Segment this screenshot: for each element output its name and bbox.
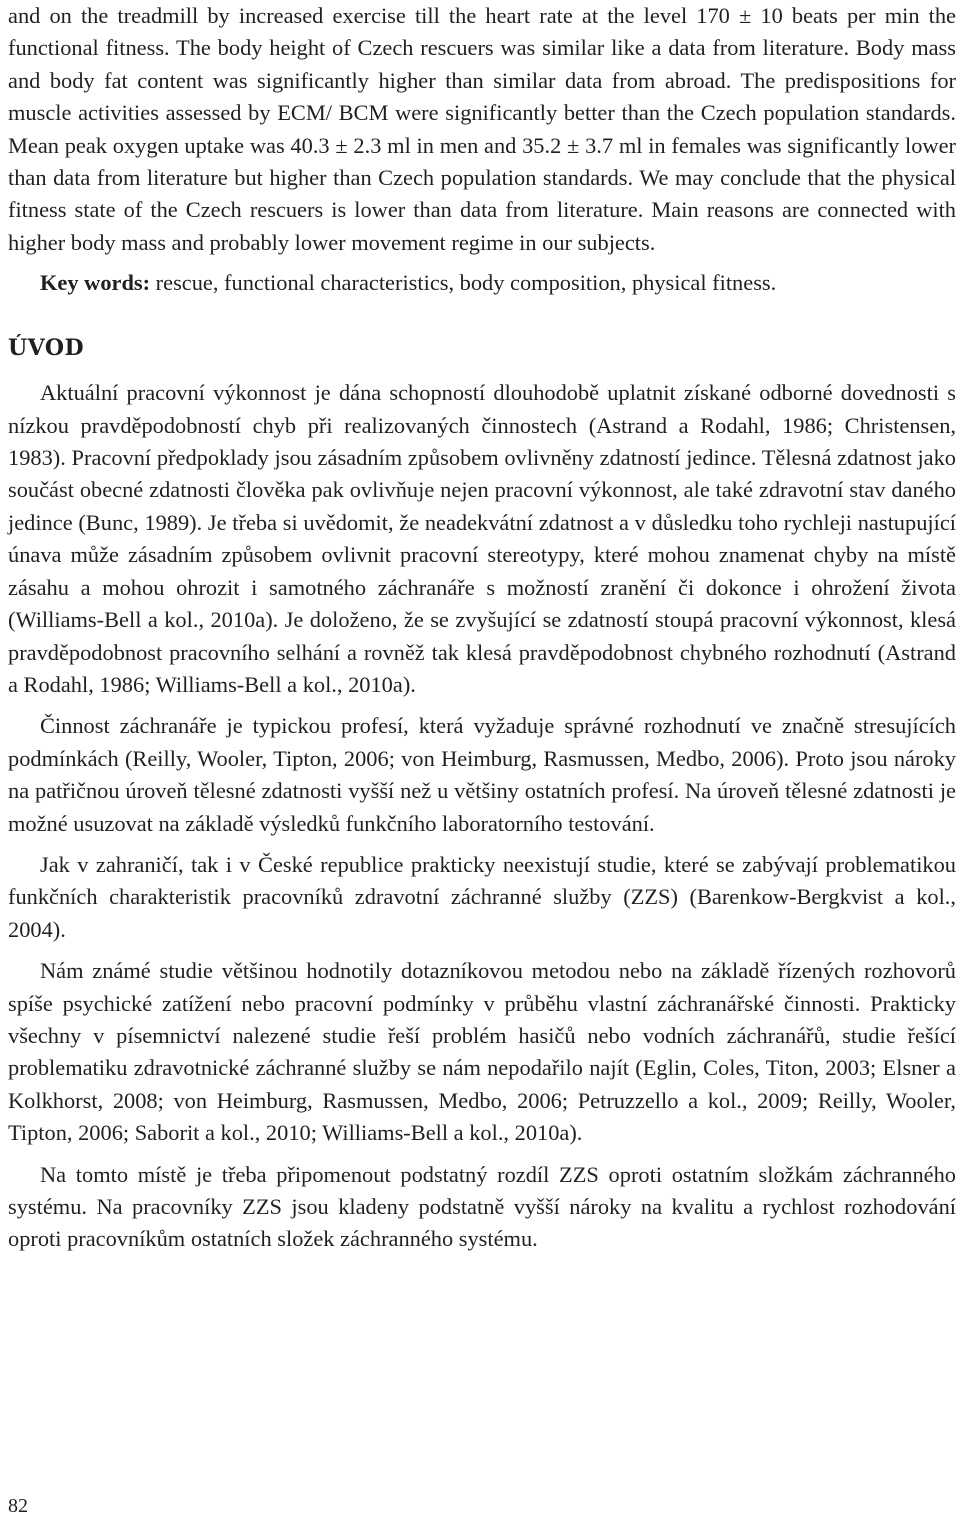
keywords-label: Key words:	[40, 270, 151, 296]
keywords-text: rescue, functional characteristics, body composition, physical fitness.	[150, 270, 777, 296]
page-number: 82	[8, 1495, 28, 1517]
abstract-text: and on the treadmill by increased exercise till the heart rate at the level 170 ± 10 beats per min the functional fitness. The body height of Czech rescuers was similar like a data from literature. Body mass and body fat content was significantly higher than similar data from abroad. The predispositions for muscle activities assessed by ECM/ BCM were significantly better than the Czech population standards. Mean peak oxygen uptake was 40.3 ± 2.3 ml in men and 35.2 ± 3.7 ml in females was significantly lower than data from literature but higher than Czech population standards. We may conclude that the physical fitness state of the Czech rescuers is lower than data from literature. Main reasons are connected with higher body mass and probably lower movement regime in our subjects.	[8, 3, 956, 255]
section-heading-uvod: ÚVOD	[8, 335, 85, 362]
paragraph-3: Jak v zahraničí, tak i v České republice prakticky neexistují studie, které se zabývají problematikou funkčních charakteristik pracovníků zdravotní záchranné služby (ZZS) (Barenkow-Bergkvist a kol., 2004).	[8, 851, 956, 942]
paragraph-2: Činnost záchranáře je typickou profesí, která vyžaduje správné rozhodnutí ve značně stresujících podmínkách (Reilly, Wooler, Tipton, 2006; von Heimburg, Rasmussen, Medbo, 2006). Proto jsou nároky na patřičnou úroveň tělesné zdatnosti vyšší než u většiny ostatních profesí. Na úroveň tělesné zdatnosti je možné usuzovat na základě výsledků funkčního laboratorního testování.	[8, 713, 956, 836]
paragraph-5: Na tomto místě je třeba připomenout podstatný rozdíl ZZS oproti ostatním složkám záchranného systému. Na pracovníky ZZS jsou kladeny podstatně vyšší nároky na kvalitu a rychlost rozhodování oproti pracovníkům ostatních složek záchranného systému.	[8, 1161, 956, 1252]
page-body	[8, 0, 956, 1256]
keywords-line	[40, 267, 956, 299]
paragraph-1: Aktuální pracovní výkonnost je dána schopností dlouhodobě uplatnit získané odborné dovednosti s nízkou pravděpodobností chyb při realizovaných činnostech (Astrand a Rodahl, 1986; Christensen, 1983). Pracovní předpoklady jsou zásadním způsobem ovlivněny zdatností jedince. Tělesná zdatnost jako součást obecné zdatnosti člověka pak ovlivňuje nejen pracovní výkonnost, ale také zdravotní stav daného jedince (Bunc, 1989). Je třeba si uvědomit, že neadekvátní zdatnost a v důsledku toho rychleji nastupující únava může zásadním způsobem ovlivnit pracovní stereotypy, které mohou znamenat chyby na místě zásahu a mohou ohrozit i samotného záchranáře s možností zranění či dokonce i ohrožení života (Williams-Bell a kol., 2010a). Je doloženo, že se zvyšující se zdatností stoupá pracovní výkonnost, klesá pravděpodobnost pracovního selhání a rovněž tak klesá pravděpodobnost chybného rozhodnutí (Astrand a Rodahl, 1986; Williams-Bell a kol., 2010a).	[8, 380, 956, 697]
paragraph-4: Nám známé studie většinou hodnotily dotazníkovou metodou nebo na základě řízených rozhovorů spíše psychické zatížení nebo pracovní podmínky v průběhu vlastní záchranářské činnosti. Prakticky všechny v písemnictví nalezené studie řeší problém hasičů nebo vodních záchranářů, studie řešící problematiku zdravotnické záchranné služby se nám nepodařilo najít (Eglin, Coles, Titon, 2003; Elsner a Kolkhorst, 2008; von Heimburg, Rasmussen, Medbo, 2006; Petruzzello a kol., 2009; Reilly, Wooler, Tipton, 2006; Saborit a kol., 2010; Williams-Bell a kol., 2010a).	[8, 958, 956, 1146]
